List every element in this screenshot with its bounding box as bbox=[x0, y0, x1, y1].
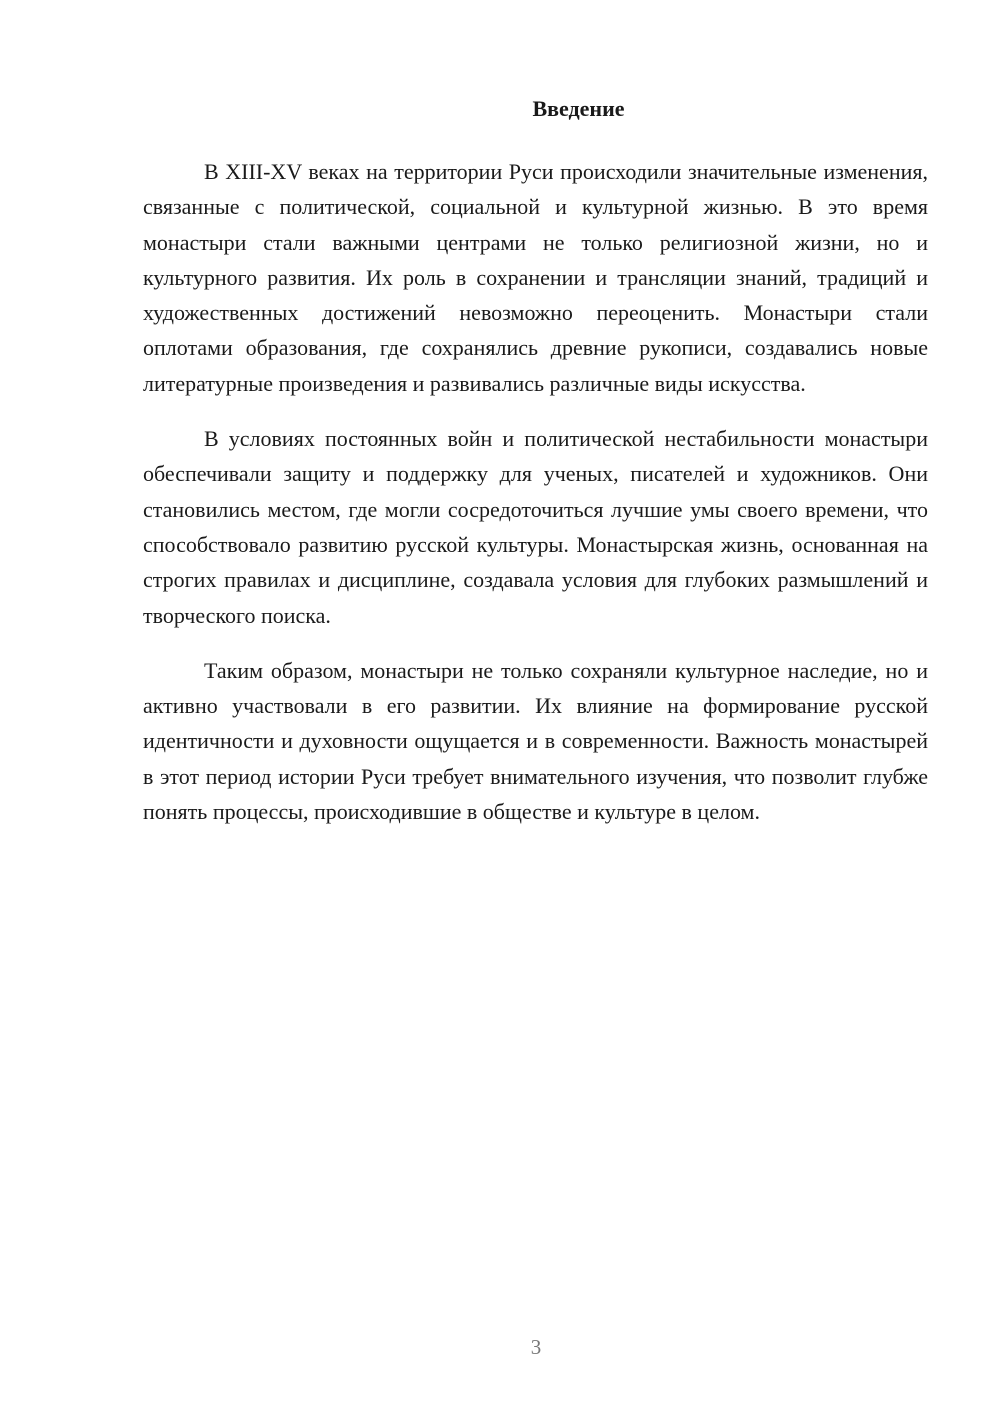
paragraph-2: В условиях постоянных войн и политической нестабильности монастыри обеспечивали защиту и поддержку для ученых, писателей и художников. Они становились местом, где могли сосредоточиться лучшие умы своего времени, что способствовало развитию русской культуры. Монастырская жизнь, основанная на строгих правилах и дисциплине, создавала условия для глубоких размышлений и творческого поиска. bbox=[143, 426, 928, 628]
page-body bbox=[143, 94, 928, 829]
paragraph-3: Таким образом, монастыри не только сохраняли культурное наследие, но и активно участвовали в его развитии. Их влияние на формирование русской идентичности и духовности ощущается и в современности. Важность монастырей в этот период истории Руси требует внимательного изучения, что позволит глубже понять процессы, происходившие в обществе и культуре в целом. bbox=[143, 657, 928, 825]
page-title: Введение bbox=[532, 96, 625, 121]
page-number: 3 bbox=[530, 1335, 542, 1359]
paragraph-1: В XIII-XV веках на территории Руси происходили значительные изменения, связанные с политической, социальной и культурной жизнью. В это время монастыри стали важными центрами не только религиозной жизни, но и культурного развития. Их роль в сохранении и трансляции знаний, традиций и художественных достижений невозможно переоценить. Монастыри стали оплотами образования, где сохранялись древние рукописи, создавались новые литературные произведения и развивались различные виды искусства. bbox=[143, 159, 928, 396]
